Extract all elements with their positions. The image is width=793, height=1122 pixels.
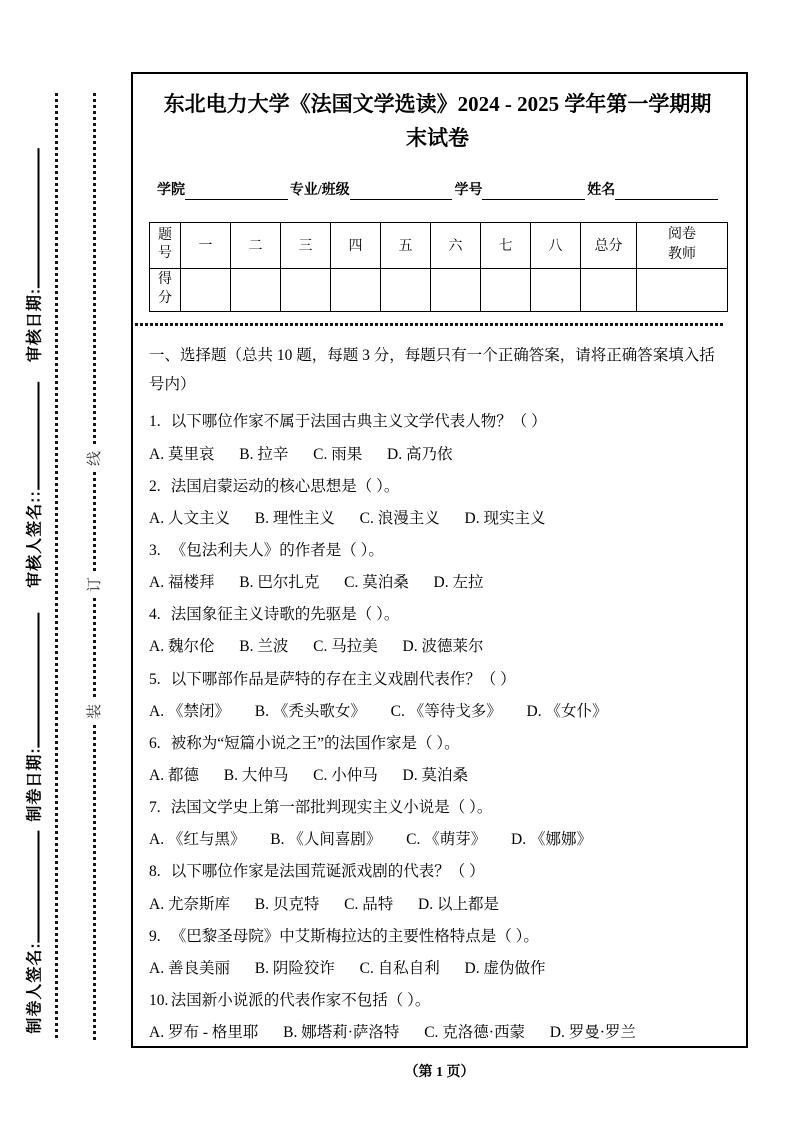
student-info-row [157, 179, 720, 200]
question-number: 3. [149, 542, 161, 559]
score-cell-empty [531, 268, 581, 311]
question-text: 法国新小说派的代表作家不包括（ ）。 [170, 991, 431, 1009]
question-2 [149, 477, 726, 497]
option-d: D. 波德莱尔 [402, 638, 484, 656]
question-number: 4. [149, 606, 161, 624]
score-cell-empty [431, 268, 481, 311]
question-3-options [149, 573, 726, 593]
score-header-col: 七 [481, 223, 531, 269]
option-a: A. 《禁闭》 [149, 702, 230, 720]
binding-line [84, 93, 104, 1040]
exam-title: 东北电力大学《法国文学选读》2024 - 2025 学年第一学期期末试卷 [163, 92, 712, 150]
score-header-question-no: 题号 [150, 223, 181, 269]
option-b: B. 娜塔莉·萨洛特 [283, 1024, 400, 1042]
blank-line [25, 148, 39, 288]
question-number: 2. [149, 477, 161, 495]
question-number: 6. [149, 734, 161, 752]
binding-dotted-line-left [55, 93, 58, 1040]
question-text: 以下哪部作品是萨特的存在主义戏剧代表作？（ ） [170, 670, 516, 688]
exam-sheet [131, 72, 748, 1048]
option-d: D. 现实主义 [464, 509, 546, 527]
question-text: 被称为“短篇小说之王”的法国作家是（ ）。 [170, 734, 460, 752]
score-header-col: 三 [281, 223, 331, 269]
option-a: A. 《红与黑》 [149, 831, 246, 849]
question-6 [149, 734, 726, 754]
field-blank-name [615, 185, 718, 200]
option-a: A. 人文主义 [149, 509, 230, 527]
option-d: D. 虚伪做作 [464, 959, 546, 977]
field-blank-college [185, 185, 288, 200]
section-heading: 一、选择题（总共 10 题，每题 3 分，每题只有一个正确答案，请将正确答案填入括号内） [149, 346, 715, 393]
question-number: 8. [149, 863, 161, 881]
option-c: C. 莫泊桑 [344, 574, 409, 592]
margin-label-maker-date [22, 612, 45, 821]
score-cell-empty [581, 268, 637, 311]
option-a: A. 尤奈斯库 [149, 895, 230, 913]
question-5-options [149, 702, 726, 722]
margin-label-maker-signature [22, 830, 45, 1033]
blank-line [25, 830, 39, 942]
binding-line-char: 装 [86, 704, 104, 720]
score-cell-empty [281, 268, 331, 311]
question-3 [149, 541, 726, 561]
question-text: 以下哪位作家是法国荒诞派戏剧的代表？（ ） [170, 863, 485, 881]
option-d: D. 《女仆》 [526, 702, 608, 720]
option-c: C. 《等待戈多》 [390, 702, 502, 720]
score-cell-empty [481, 268, 531, 311]
question-number: 1. [149, 413, 161, 431]
question-text: 法国启蒙运动的核心思想是（ ）。 [170, 477, 400, 495]
option-d: D. 《娜娜》 [511, 831, 592, 849]
score-cell-empty [181, 268, 231, 311]
option-c: C. 马拉美 [313, 638, 378, 656]
blank-line [25, 612, 39, 747]
score-cell-empty [231, 268, 281, 311]
question-6-options [149, 766, 726, 786]
question-4-options [149, 637, 726, 657]
blank-line [25, 382, 39, 490]
option-d: D. 以上都是 [418, 895, 499, 913]
option-b: B. 贝克特 [254, 895, 320, 913]
question-number: 5. [149, 670, 161, 688]
option-a: A. 魏尔伦 [149, 638, 215, 656]
score-header-col: 四 [331, 223, 381, 269]
binding-dotted-segment [93, 725, 96, 1040]
question-7-options [149, 830, 726, 850]
score-header-grader: 阅卷教师 [637, 223, 728, 269]
question-8-options [149, 895, 726, 915]
option-c: C. 自私自利 [359, 959, 440, 977]
option-d: D. 高乃依 [387, 445, 453, 463]
option-b: B. 理性主义 [254, 509, 335, 527]
score-table-header-row [150, 223, 728, 269]
option-a: A. 善良美丽 [149, 959, 230, 977]
question-text: 《包法利夫人》的作者是（ ）。 [170, 542, 384, 559]
margin-label-review-date [22, 148, 45, 362]
option-c: C. 浪漫主义 [359, 509, 440, 527]
question-8 [149, 862, 726, 882]
score-header-col: 八 [531, 223, 581, 269]
field-blank-student-id [482, 185, 585, 200]
option-a: A. 莫里哀 [149, 445, 215, 463]
question-9-options [149, 959, 726, 979]
field-label-college: 学院 [157, 183, 185, 199]
question-1 [149, 412, 726, 432]
option-c: C. 品特 [344, 895, 394, 913]
option-b: B. 巴尔扎克 [239, 574, 320, 592]
margin-label-reviewer-signature [22, 382, 45, 588]
score-cell-empty [381, 268, 431, 311]
binding-dotted-segment [93, 472, 96, 572]
option-b: B. 《秃头歌女》 [254, 702, 366, 720]
question-4 [149, 605, 726, 625]
margin-label-text: 制卷人签名: [26, 942, 44, 1034]
score-header-col: 二 [231, 223, 281, 269]
score-cell-empty [637, 268, 728, 311]
score-header-col: 六 [431, 223, 481, 269]
option-b: B. 兰波 [239, 638, 289, 656]
option-a: A. 罗布 - 格里耶 [149, 1024, 259, 1042]
option-d: D. 左拉 [433, 574, 484, 592]
option-b: B. 阴险狡诈 [254, 959, 335, 977]
score-table [149, 222, 728, 311]
option-a: A. 福楼拜 [149, 574, 215, 592]
question-number: 7. [149, 799, 161, 817]
option-b: B. 大仲马 [223, 766, 289, 784]
question-text: 法国象征主义诗歌的先驱是（ ）。 [170, 606, 400, 624]
page-number: （第 1 页） [404, 1065, 475, 1080]
question-number: 9. [149, 927, 161, 945]
option-c: C. 小仲马 [313, 766, 378, 784]
question-10 [149, 991, 726, 1011]
question-text: 法国文学史上第一部批判现实主义小说是（ ）。 [170, 799, 493, 817]
binding-dotted-segment [93, 598, 96, 698]
option-c: C. 《萌芽》 [406, 831, 487, 849]
field-label-student-id: 学号 [454, 183, 483, 199]
binding-line-char: 订 [86, 577, 104, 593]
question-10-options [149, 1023, 726, 1043]
binding-dotted-segment [93, 93, 96, 445]
option-c: C. 克洛德·西蒙 [424, 1024, 525, 1042]
margin-label-text: 审核人签名:: [26, 490, 44, 588]
field-label-name: 姓名 [587, 183, 616, 199]
option-b: B. 拉辛 [239, 445, 289, 463]
score-header-total: 总分 [581, 223, 637, 269]
question-7 [149, 798, 726, 818]
dotted-separator [135, 323, 725, 326]
margin-label-text: 制卷日期: [26, 747, 44, 822]
option-d: D. 罗曼·罗兰 [549, 1024, 636, 1042]
option-d: D. 莫泊桑 [402, 766, 468, 784]
binding-line-char: 线 [86, 450, 104, 466]
score-table-score-row [150, 268, 728, 311]
score-cell-empty [331, 268, 381, 311]
score-row-label: 得分 [150, 268, 181, 311]
question-list [149, 412, 726, 1043]
score-header-col: 一 [181, 223, 231, 269]
question-1-options [149, 445, 726, 465]
question-2-options [149, 509, 726, 529]
score-header-col: 五 [381, 223, 431, 269]
question-number: 10. [149, 991, 169, 1009]
question-9 [149, 927, 726, 947]
option-b: B. 《人间喜剧》 [270, 831, 382, 849]
question-text: 以下哪位作家不属于法国古典主义文学代表人物？（ ） [170, 413, 547, 431]
option-a: A. 都德 [149, 766, 199, 784]
question-5 [149, 670, 726, 690]
margin-label-text: 审核日期: [26, 287, 44, 363]
field-blank-major-class [350, 185, 453, 200]
field-label-major-class: 专业/班级 [289, 183, 350, 199]
question-text: 《巴黎圣母院》中艾斯梅拉达的主要性格特点是（ ）。 [170, 927, 539, 945]
option-c: C. 雨果 [313, 445, 363, 463]
